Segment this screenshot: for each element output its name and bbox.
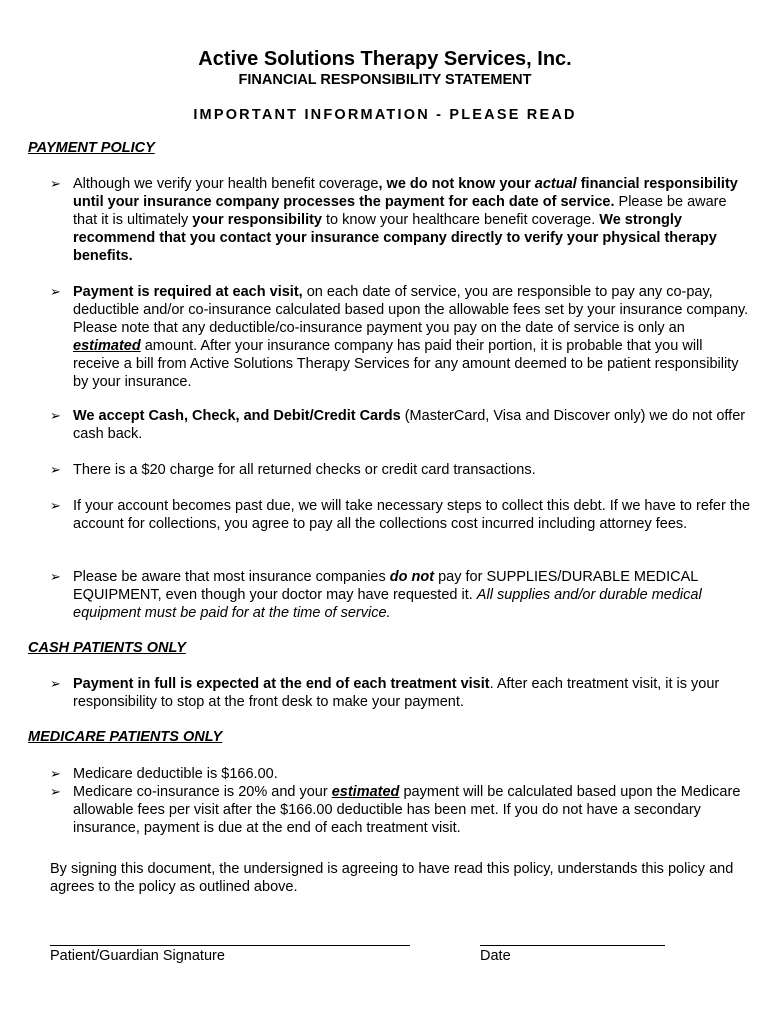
- payment-policy-bullet-1: ➢ Although we verify your health benefit coverage, we do not know your actual financial responsibility until your insurance company processes the payment for each date of service. Please be aware that it is ultimately your responsibility to know your healthcare benefit coverage. We strongly recommend that you contact your insurance company directly to verify your physical therapy benefits.: [50, 176, 738, 264]
- company-title: Active Solutions Therapy Services, Inc.: [198, 48, 572, 70]
- patient-signature-line[interactable]: [50, 945, 410, 946]
- date-signature-line[interactable]: [480, 945, 665, 946]
- section-heading-cash-patients: CASH PATIENTS ONLY: [28, 640, 186, 656]
- bullet-arrow-icon: ➢: [50, 284, 61, 299]
- statement-title: FINANCIAL RESPONSIBILITY STATEMENT: [238, 72, 532, 88]
- bullet-arrow-icon: ➢: [50, 408, 61, 423]
- payment-policy-bullet-6: ➢ Please be aware that most insurance companies do not pay for SUPPLIES/DURABLE MEDICAL EQUIPMENT, even though your doctor may have requested it. All supplies and/or durable medical equipment must be paid for at the time of service.: [50, 569, 702, 621]
- section-heading-payment-policy: PAYMENT POLICY: [28, 140, 155, 156]
- bullet-arrow-icon: ➢: [50, 784, 61, 799]
- bullet-arrow-icon: ➢: [50, 766, 61, 781]
- payment-policy-bullet-4: ➢ There is a $20 charge for all returned checks or credit card transactions.: [50, 462, 536, 478]
- medicare-bullet-2: ➢ Medicare co-insurance is 20% and your estimated payment will be calculated based upon the Medicare allowable fees per visit after the $166.00 deductible has been met. If you do not have a secondary insurance, payment is due at the end of each treatment visit.: [50, 784, 741, 836]
- medicare-bullet-1: ➢ Medicare deductible is $166.00.: [50, 766, 278, 782]
- payment-policy-bullet-3: ➢ We accept Cash, Check, and Debit/Credit Cards (MasterCard, Visa and Discover only) we do not offer cash back.: [50, 408, 746, 442]
- bullet-arrow-icon: ➢: [50, 569, 61, 584]
- date-label: Date: [480, 948, 511, 964]
- payment-policy-bullet-5: ➢ If your account becomes past due, we will take necessary steps to collect this debt. If we have to refer the account for collections, you agree to pay all the collections cost incurred including attorney fees.: [50, 498, 751, 532]
- bullet-arrow-icon: ➢: [50, 498, 61, 513]
- bullet-arrow-icon: ➢: [50, 462, 61, 477]
- important-notice: IMPORTANT INFORMATION - PLEASE READ: [193, 107, 577, 123]
- cash-patients-bullet-1: ➢ Payment in full is expected at the end of each treatment visit. After each treatment visit, it is your responsibility to stop at the front desk to make your payment.: [50, 676, 720, 710]
- bullet-arrow-icon: ➢: [50, 676, 61, 691]
- payment-policy-bullet-2: ➢ Payment is required at each visit, on each date of service, you are responsible to pay any co-pay, deductible and/or co-insurance calculated based upon the allowable fees set by your insurance company. Please note that any deductible/co-insurance payment you pay on the date of service is only an estimated amount. After your insurance company has paid their portion, it is probable that you will receive a bill from Active Solutions Therapy Services for any amount deemed to be patient responsibility by your insurance.: [50, 284, 749, 390]
- agreement-statement: By signing this document, the undersigned is agreeing to have read this policy, understands this policy and agrees to the policy as outlined above.: [50, 861, 734, 895]
- bullet-arrow-icon: ➢: [50, 176, 61, 191]
- section-heading-medicare-patients: MEDICARE PATIENTS ONLY: [28, 729, 223, 745]
- patient-signature-label: Patient/Guardian Signature: [50, 948, 225, 964]
